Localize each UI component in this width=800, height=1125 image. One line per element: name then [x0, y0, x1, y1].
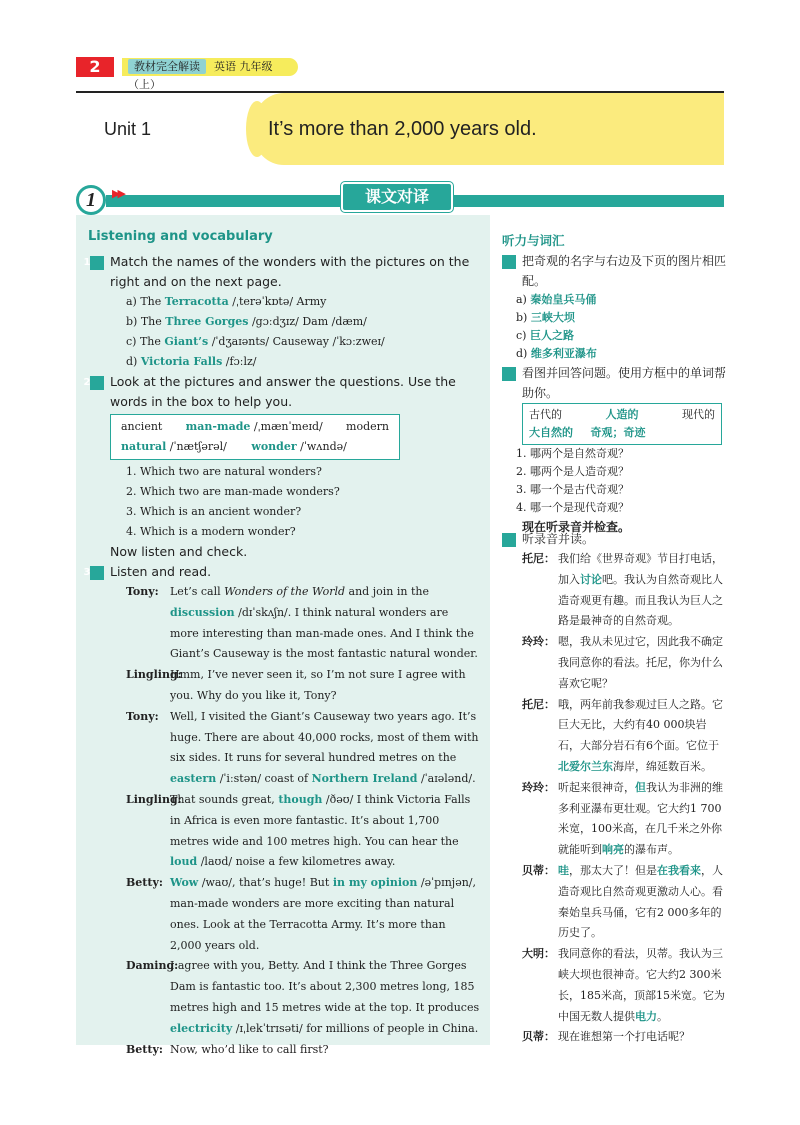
- item-prefix: a) The: [126, 295, 165, 308]
- dialogue-line: [502, 1027, 726, 1048]
- key-term: discussion: [170, 605, 235, 619]
- task-instruction: 听录音并读。: [522, 532, 595, 546]
- wonder-name: Giant’s: [164, 335, 209, 348]
- word: 古代的: [529, 408, 562, 421]
- dialogue-text: [170, 585, 478, 660]
- text-run: /ˈiːstən/ coast of: [216, 772, 312, 786]
- speaker: 托尼：: [522, 552, 555, 565]
- double-arrow-icon: ▶▶: [112, 187, 123, 200]
- speaker: 托尼：: [522, 697, 555, 711]
- question-cn: 3. 哪一个是古代奇观？: [516, 483, 629, 496]
- section-header: [76, 185, 724, 211]
- phonetic: /ˈdʒaɪənts/ Causeway /ˈkɔːzweɪ/: [208, 335, 385, 348]
- wonder-item-cn: [502, 345, 726, 363]
- dialogue-text: [170, 668, 466, 702]
- dialogue-line: [90, 790, 480, 873]
- right-heading: 听力与词汇: [502, 233, 565, 248]
- section-number-badge: 1: [76, 185, 106, 215]
- text-run: Now, who’d like to call first?: [170, 1042, 329, 1056]
- dialogue-cn: [502, 549, 726, 1048]
- speaker: 玲玲：: [522, 635, 555, 649]
- text-run: /waʊ/, that’s huge! But: [198, 876, 333, 890]
- speaker: Betty:: [126, 1042, 163, 1056]
- dialogue-line: [90, 956, 480, 1039]
- key-term: electricity: [170, 1021, 233, 1035]
- phonetic: /gɔːdʒɪz/ Dam /dæm/: [248, 315, 367, 328]
- key-term: loud: [170, 855, 198, 869]
- task-number: 2: [90, 376, 104, 390]
- dialogue-line: [502, 549, 726, 632]
- item-prefix: b) The: [126, 315, 166, 328]
- wonder-item-cn: [502, 291, 726, 309]
- question-cn: 4. 哪一个是现代奇观？: [516, 501, 629, 514]
- wonder-item-cn: [502, 309, 726, 327]
- text-run: /ˈaɪələnd/.: [417, 772, 476, 786]
- question: 4. Which is a modern wonder?: [126, 525, 296, 538]
- word: 大自然的: [529, 426, 573, 439]
- item-prefix: d): [126, 355, 141, 368]
- word: man-made: [185, 420, 251, 433]
- question: 1. Which two are natural wonders?: [126, 465, 322, 478]
- text-run: /əˈpɪnjən/, man-made wonders are more exciting than natural ones. Look at the Terracotta Army. It’s more than 2,000 years old.: [170, 876, 476, 952]
- wonder-list: [90, 292, 480, 372]
- page-header: [76, 57, 348, 91]
- text-run: That sounds great,: [170, 792, 279, 806]
- task-number: 2: [502, 367, 516, 381]
- wonder-name: Three Gorges: [165, 315, 249, 328]
- key-term: Wow: [170, 876, 199, 890]
- speaker: Lingling:: [126, 792, 182, 806]
- key-term: 但: [635, 780, 646, 794]
- text-run: 。: [657, 1009, 668, 1023]
- task-instruction: 把奇观的名字与右边及下页的图片相匹配。: [522, 254, 727, 288]
- dialogue-line: [502, 861, 726, 944]
- text-run: 我同意你的看法，贝蒂。我认为三峡大坝也很神奇。它大约2 300米长，185米高，顶部15米宽。它为中国无数人提供: [558, 947, 725, 1023]
- dialogue-text: [170, 1043, 329, 1056]
- question-cn: 2. 哪两个是人造奇观？: [516, 465, 629, 478]
- task-1: [83, 252, 480, 372]
- dialogue-text: [558, 552, 723, 627]
- speaker: Tony:: [126, 709, 159, 723]
- word: natural: [121, 440, 167, 453]
- wonder-name-cn: 巨人之路: [529, 329, 574, 342]
- key-term: 在我看来: [657, 863, 701, 877]
- dialogue-line: [502, 632, 726, 694]
- text-run: /laʊd/ noise a few kilometres away.: [197, 855, 396, 869]
- dialogue-text: [558, 864, 723, 939]
- text-run: 我认为非洲的维多利亚瀑布更壮观。它大约1 700米宽，100米高，在几千米之外你就能听到: [558, 780, 723, 857]
- key-term: 东: [602, 759, 613, 773]
- wonder-list-cn: [502, 291, 726, 363]
- text-run: Wonders of the World: [224, 585, 346, 598]
- item-prefix: c) The: [126, 335, 165, 348]
- task-number: 3: [90, 566, 104, 580]
- task-2-cn: [495, 363, 727, 537]
- task-instruction: 看图并回答问题。使用方框中的单词帮助你。: [522, 366, 727, 400]
- word: ancient: [121, 420, 163, 433]
- dialogue-line: [502, 778, 726, 861]
- dialogue-line: [90, 873, 480, 956]
- dialogue-text: [558, 698, 723, 773]
- question-cn: 1. 哪两个是自然奇观？: [516, 447, 629, 460]
- task-number: 1: [502, 255, 516, 269]
- text-run: /ðəʊ/ I think Victoria Falls in Africa is even more fantastic. It’s about 1,700 metres wide and 100 metres high. You can hear the: [170, 792, 471, 848]
- dialogue-text: [170, 710, 478, 785]
- book-tag: 教材完全解读: [128, 59, 206, 74]
- task-instruction: Listen and read.: [110, 564, 212, 579]
- dialogue-line: [90, 707, 480, 790]
- item-letter: d): [516, 347, 531, 360]
- dialogue: [90, 582, 480, 1060]
- unit-banner: [76, 91, 724, 165]
- wonder-item: [90, 312, 480, 332]
- dialogue-line: [502, 695, 726, 778]
- word: 现代的: [682, 408, 715, 421]
- text-run: and join in the: [345, 585, 429, 598]
- dialogue-line: [90, 582, 480, 665]
- subject-label: 英语 九年级（上）: [128, 60, 273, 91]
- unit-label: Unit 1: [104, 119, 152, 139]
- wonder-name-cn: 三峡大坝: [530, 311, 575, 324]
- dialogue-text: [558, 635, 723, 690]
- key-term: 北爱尔兰: [558, 759, 602, 773]
- key-term: though: [278, 792, 323, 806]
- task-2: [83, 372, 480, 562]
- dialogue-text: [558, 1030, 690, 1043]
- dialogue-text: [170, 876, 476, 951]
- text-run: /dɪˈskʌʃn/. I think natural wonders are more interesting than man-made ones. And I think the Giant’s Causeway is the most fantastic natural wonder.: [170, 605, 478, 661]
- text-run: /ɪˌlekˈtrɪsəti/ for millions of people in China.: [232, 1021, 479, 1035]
- left-heading: Listening and vocabulary: [88, 229, 273, 244]
- text-run: 海岸，绵延数百米。: [613, 759, 712, 773]
- wonder-item: [90, 352, 480, 372]
- task-3-cn: [495, 529, 726, 1048]
- text-run: Hmm, I’ve never seen it, so I’m not sure I agree with you. Why do you like it, Tony?: [170, 668, 466, 702]
- item-letter: a): [516, 293, 531, 306]
- phonetic: /ˌterəˈkɒtə/ Army: [228, 295, 327, 308]
- text-run: ，人造奇观比自然奇观更激动人心。看秦始皇兵马俑，它有2 000多年的历史了。: [558, 863, 723, 940]
- text-run: Well, I visited the Giant’s Causeway two years ago. It’s huge. There are about 40,000 rocks, most of them with six sides. It runs for several hundred metres on the: [170, 709, 479, 765]
- task-instruction: Match the names of the wonders with the pictures on the right and on the next page.: [110, 254, 470, 289]
- text-run: 哦，两年前我参观过巨人之路。它巨大无比，大约有40 000块岩石，大部分岩石有6个面。它位于: [558, 697, 723, 753]
- wonder-item: [90, 332, 480, 352]
- text-run: I agree with you, Betty. And I think the Three Gorges Dam is fantastic too. It’s about 2,300 metres long, 185 metres high and 15 metres wide at the top. It produces: [170, 959, 480, 1014]
- english-column: [76, 215, 490, 1056]
- wonder-item-cn: [502, 327, 726, 345]
- check-instruction: Now listen and check.: [110, 544, 248, 559]
- word: modern: [346, 420, 389, 433]
- wonder-item: [90, 292, 480, 312]
- key-term: 响亮: [602, 843, 624, 857]
- task-number: 3: [502, 533, 516, 547]
- key-term: 讨论: [580, 572, 602, 586]
- speaker: 大明：: [522, 947, 555, 961]
- word: wonder: [251, 440, 297, 453]
- text-run: 嗯，我从未见过它，因此我不确定我同意你的看法。托尼，你为什么喜欢它呢？: [558, 635, 723, 690]
- dialogue-line: [502, 944, 726, 1027]
- speaker: Lingling:: [126, 668, 182, 682]
- question-list: [90, 462, 480, 542]
- task-3: [83, 562, 480, 1060]
- text-run: 吧。我认为自然奇观比人造奇观更有趣。而且我认为巨人之路是最神奇的自然奇观。: [558, 572, 723, 628]
- speaker: Tony:: [126, 585, 159, 598]
- text-run: 的瀑布声。: [624, 843, 679, 857]
- unit-title: It’s more than 2,000 years old.: [254, 93, 724, 165]
- word-box: [110, 414, 400, 460]
- dialogue-text: [558, 947, 725, 1022]
- key-term: Northern Ireland: [311, 772, 418, 786]
- word-box-cn: [522, 403, 722, 445]
- key-term: 电力: [635, 1009, 657, 1023]
- text-run: 我们给《世界奇观》节目打电话，加入: [558, 552, 723, 586]
- speaker: Betty:: [126, 876, 163, 890]
- dialogue-text: [170, 959, 479, 1034]
- wonder-name-cn: 维多利亚瀑布: [530, 347, 597, 360]
- chinese-column: [496, 215, 726, 1045]
- phonetic: /fɔːlz/: [222, 355, 257, 368]
- item-letter: b): [516, 311, 531, 324]
- question: 3. Which is an ancient wonder?: [126, 505, 302, 518]
- wonder-name: Victoria Falls: [140, 355, 223, 368]
- dialogue-text: [170, 793, 470, 868]
- speaker: Daming:: [126, 959, 179, 973]
- item-letter: c): [516, 329, 530, 342]
- speaker: 玲玲：: [522, 780, 555, 794]
- key-term: in my opinion: [332, 876, 418, 890]
- phonetic: /ˌmænˈmeɪd/: [250, 420, 323, 433]
- question-list-cn: [502, 445, 726, 517]
- speaker: 贝蒂：: [522, 1030, 555, 1044]
- book-title: [122, 58, 298, 91]
- wonder-name-cn: 秦始皇兵马俑: [530, 293, 597, 306]
- speaker: 贝蒂：: [522, 863, 555, 877]
- phonetic: /ˈwʌndə/: [296, 440, 347, 453]
- dialogue-line: [90, 665, 480, 707]
- phonetic: /ˈnætʃərəl/: [166, 440, 227, 453]
- key-term: 哇: [558, 863, 569, 877]
- text-run: Let’s call: [170, 585, 225, 598]
- key-term: eastern: [170, 772, 217, 786]
- section-title: 课文对译: [341, 182, 453, 212]
- task-1-cn: [495, 251, 727, 363]
- check-instruction: 现在听录音并检查。: [522, 520, 631, 534]
- dialogue-text: [558, 781, 723, 856]
- question: 2. Which two are man-made wonders?: [126, 485, 340, 498]
- text-run: 听起来很神奇，: [558, 780, 635, 794]
- text-run: 现在谁想第一个打电话呢？: [558, 1030, 690, 1044]
- task-instruction: Look at the pictures and answer the questions. Use the words in the box to help you.: [110, 374, 456, 409]
- dialogue-line: [90, 1040, 480, 1061]
- word: 奇观；奇迹: [590, 426, 646, 439]
- text-run: ，那太大了！但是: [569, 863, 657, 877]
- word: 人造的: [605, 408, 639, 421]
- page-number: 2: [76, 57, 114, 77]
- wonder-name: Terracotta: [164, 295, 229, 308]
- task-number: 1: [90, 256, 104, 270]
